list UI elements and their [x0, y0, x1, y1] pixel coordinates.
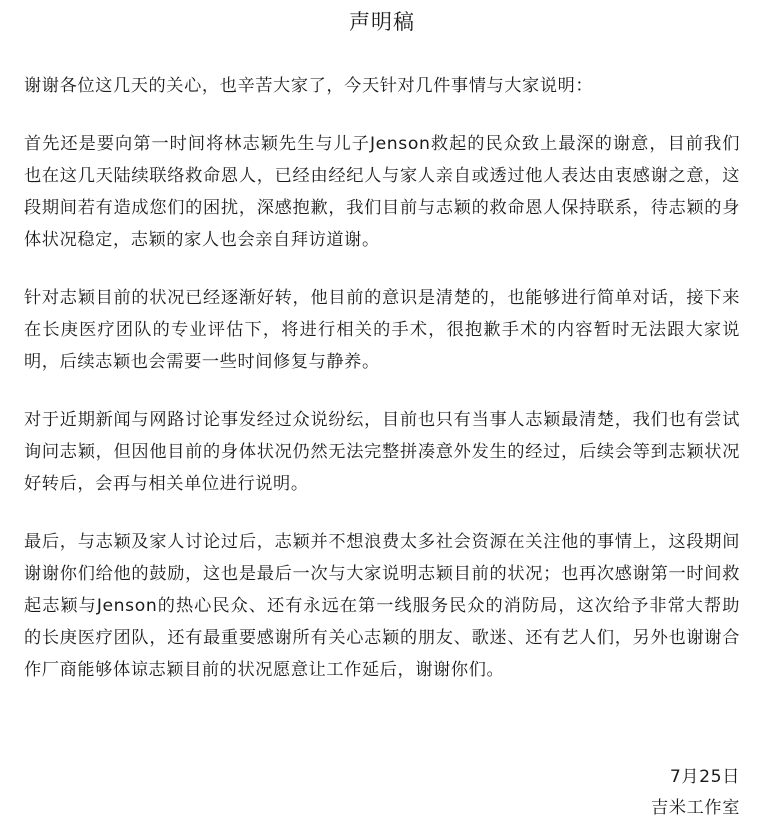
paragraph-thanks-rescuers: 首先还是要向第一时间将林志颖先生与儿子Jenson救起的民众致上最深的谢意，目前我们也在这几天陆续联络救命恩人，已经由经纪人与家人亲自或透过他人表达由衷感谢之意，这段期间若有造成您们的困扰，深感抱歉，我们目前与志颖的救命恩人保持联系，待志颖的身体状况稳定，志颖的家人也会亲自拜访道谢。 — [24, 134, 740, 250]
signature-block — [651, 762, 740, 824]
statement-date: 7月25日 — [669, 767, 740, 787]
paragraph-condition-update: 针对志颖目前的状况已经逐渐好转，他目前的意识是清楚的，也能够进行简单对话，接下来在长庚医疗团队的专业评估下，将进行相关的手术，很抱歉手术的内容暂时无法跟大家说明，后续志颖也会需要一些时间修复与静养。 — [24, 288, 740, 372]
paragraph-greeting: 谢谢各位这几天的关心，也辛苦大家了，今天针对几件事情与大家说明： — [24, 76, 594, 96]
paragraph-incident-details: 对于近期新闻与网路讨论事发经过众说纷纭，目前也只有当事人志颖最清楚，我们也有尝试询问志颖，但因他目前的身体状况仍然无法完整拼凑意外发生的经过，后续会等到志颖状况好转后，会再与相关单位进行说明。 — [24, 410, 740, 494]
studio-signature: 吉米工作室 — [651, 798, 740, 818]
document-title: 声明稿 — [349, 10, 415, 34]
paragraph-closing: 最后，与志颖及家人讨论过后，志颖并不想浪费太多社会资源在关注他的事情上，这段期间谢谢你们给他的鼓励，这也是最后一次与大家说明志颖目前的状况；也再次感谢第一时间救起志颖与Jenson的热心民众、还有永远在第一线服务民众的消防局，这次给予非常大帮助的长庚医疗团队，还有最重要感谢所有关心志颖的朋友、歌迷、还有艺人们，另外也谢谢合作厂商能够体谅志颖目前的状况愿意让工作延后，谢谢你们。 — [24, 532, 740, 680]
